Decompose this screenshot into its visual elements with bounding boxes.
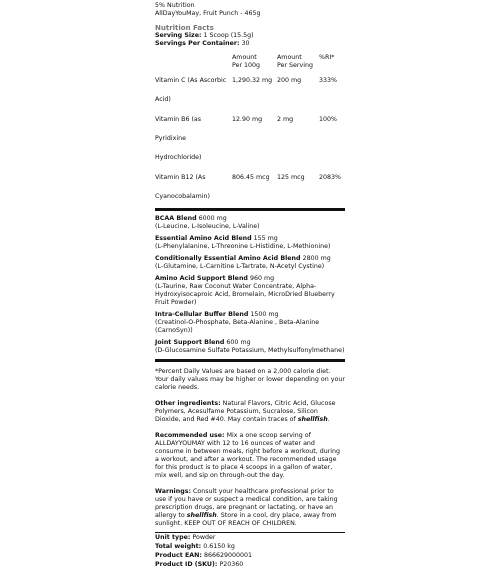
- blend-desc: (L-Glutamine, L-Carnitine L-Tartrate, N-Acetyl Cystine): [155, 263, 325, 270]
- blend-amount: 155 mg: [253, 235, 278, 242]
- header-label: Amount: [232, 54, 257, 61]
- blend-desc: (L-Leucine, L-Isoleucine, L-Valine): [155, 223, 260, 230]
- blend-desc: (L-Phenylalanine, L-Threonine L-Histidine, L-Methionine): [155, 243, 331, 250]
- spec-row: [155, 552, 345, 560]
- serving-size-value: 1 Scoop (15.5g): [203, 32, 254, 39]
- vitamin-ri: 333%: [319, 77, 338, 84]
- spec-row: [155, 561, 345, 569]
- blend-amount: 1500 mg: [250, 311, 279, 318]
- servings-per-container: [155, 40, 345, 48]
- warnings-label: Warnings:: [155, 488, 191, 495]
- product-name: AllDayYouMay, Fruit Punch - 465g: [155, 10, 261, 17]
- blend-item: [155, 275, 345, 307]
- header-sublabel: Per 100g: [232, 62, 261, 69]
- other-ingredients-text: Natural Flavors, Citric Acid, Glucose Polymers, Acesulfame Potassium, Sucralose, Silicon Dioxide, and Red #40. May contain traces of: [155, 400, 336, 423]
- vitamin-per100: 12.90 mg: [232, 116, 263, 123]
- vitamin-b12-row: [155, 168, 345, 206]
- header-amount-serving: [277, 54, 319, 70]
- spec-label: Unit type:: [155, 534, 191, 541]
- header-sublabel: Per Serving: [277, 62, 313, 69]
- spec-value: 866629000001: [203, 552, 253, 559]
- servings-value: 30: [241, 40, 250, 47]
- other-ingredients-end: .: [327, 416, 330, 423]
- spec-value: 0.6150 kg: [203, 543, 235, 550]
- other-ingredients-label: Other ingredients:: [155, 400, 221, 407]
- vitamin-c-row: [155, 71, 345, 109]
- vitamin-serving: 200 mg: [277, 77, 302, 84]
- nutrition-facts-title: Nutrition Facts: [155, 24, 214, 32]
- spec-label: Product EAN:: [155, 552, 202, 559]
- vitamin-ri: 2083%: [319, 174, 342, 181]
- table-header: [155, 54, 345, 70]
- vitamin-serving: 125 mcg: [277, 174, 305, 181]
- spec-row: [155, 534, 345, 542]
- blends-list: [155, 215, 345, 355]
- divider: [155, 532, 345, 533]
- blend-name: Conditionally Essential Amino Acid Blend: [155, 255, 301, 262]
- serving-size-label: Serving Size:: [155, 32, 202, 39]
- servings-label: Servings Per Container:: [155, 40, 240, 47]
- blend-name: Intra-Cellular Buffer Blend: [155, 311, 249, 318]
- blend-item: [155, 235, 345, 251]
- vitamin-name-cont: Cyanocobalamin): [155, 193, 210, 200]
- allergen-emphasis: shellfish: [297, 416, 328, 423]
- blend-amount: 960 mg: [249, 275, 275, 282]
- vitamin-name-cont: Acid): [155, 96, 171, 103]
- recommended-use-text: Mix a one scoop serving of ALLDAYYOUMAY with 12 to 16 ounces of water and consume in between meals, right before a workout, during a workout, and after a workout. The recommended usage for this product is to place 4 scoops in a gallon of water, mix well, and sip on through-out the day.: [155, 432, 341, 479]
- blend-amount: 600 mg: [226, 339, 251, 346]
- vitamin-b6-row: [155, 110, 345, 167]
- header-label: Amount: [277, 54, 302, 61]
- blend-desc: (Creatinol-O-Phosphate, Beta-Alanine , Beta-Alanine (CarnoSyn)): [155, 319, 320, 334]
- vitamin-serving: 2 mg: [277, 116, 294, 123]
- blend-desc: (L-Taurine, Raw Coconut Water Concentrate, Alpha-Hydroxyisocaproic Acid, Bromelain, MicroDried Blueberry Fruit Powder): [155, 283, 335, 306]
- vitamin-ri: 100%: [319, 116, 338, 123]
- product-specs: [155, 534, 345, 569]
- blend-name: Joint Support Blend: [155, 339, 225, 346]
- vitamin-per100: 806.45 mcg: [232, 174, 270, 181]
- blend-amount: 6000 mg: [198, 215, 227, 222]
- vitamin-name-cont: Pyridixine: [155, 135, 186, 142]
- divider: [155, 359, 345, 362]
- blend-desc: (D-Glucosamine Sulfate Potassium, Methylsulfonylmethane): [155, 347, 345, 354]
- spec-label: Total weight:: [155, 543, 202, 550]
- blend-name: BCAA Blend: [155, 215, 197, 222]
- spec-value: P20360: [219, 561, 244, 568]
- warnings: [155, 488, 345, 528]
- header-ri: %RI*: [319, 54, 335, 61]
- spec-row: [155, 543, 345, 551]
- divider: [155, 208, 345, 211]
- spec-label: Product ID (SKU):: [155, 561, 218, 568]
- blend-name: Essential Amino Acid Blend: [155, 235, 252, 242]
- vitamin-name: Vitamin C (As Ascorbic: [155, 77, 227, 84]
- other-ingredients: [155, 400, 345, 424]
- recommended-use-label: Recommended use:: [155, 432, 225, 439]
- blend-item: [155, 339, 345, 355]
- recommended-use: [155, 432, 345, 480]
- vitamin-name: Vitamin B6 (as: [155, 116, 202, 123]
- blend-item: [155, 255, 345, 271]
- product-info: [155, 2, 345, 569]
- blend-item: [155, 215, 345, 231]
- spec-value: Powder: [192, 534, 216, 541]
- allergen-emphasis: shellfish: [186, 512, 217, 519]
- daily-value-note: *Percent Daily Values are based on a 2,000 calorie diet. Your daily values may be higher or lower depending on your calorie needs.: [155, 368, 345, 391]
- blend-amount: 2800 mg: [302, 255, 331, 262]
- warnings-text: Consult your healthcare professional prior to use if you have or suspect a medical condition, are taking prescription drugs, are pregnant or lactating, or have an allergy to: [155, 488, 338, 519]
- vitamin-name-cont: Hydrochloride): [155, 154, 202, 161]
- serving-size: [155, 32, 345, 40]
- header-amount-100g: [232, 54, 277, 70]
- blend-item: [155, 311, 345, 335]
- vitamin-per100: 1,290.32 mg: [232, 77, 273, 84]
- warnings-text-end: . Store in a cool, dry place, away from sunlight. KEEP OUT OF REACH OF CHILDREN.: [155, 512, 337, 527]
- vitamin-name: Vitamin B12 (As: [155, 174, 206, 181]
- blend-name: Amino Acid Support Blend: [155, 275, 248, 282]
- brand-name: 5% Nutrition: [155, 2, 195, 9]
